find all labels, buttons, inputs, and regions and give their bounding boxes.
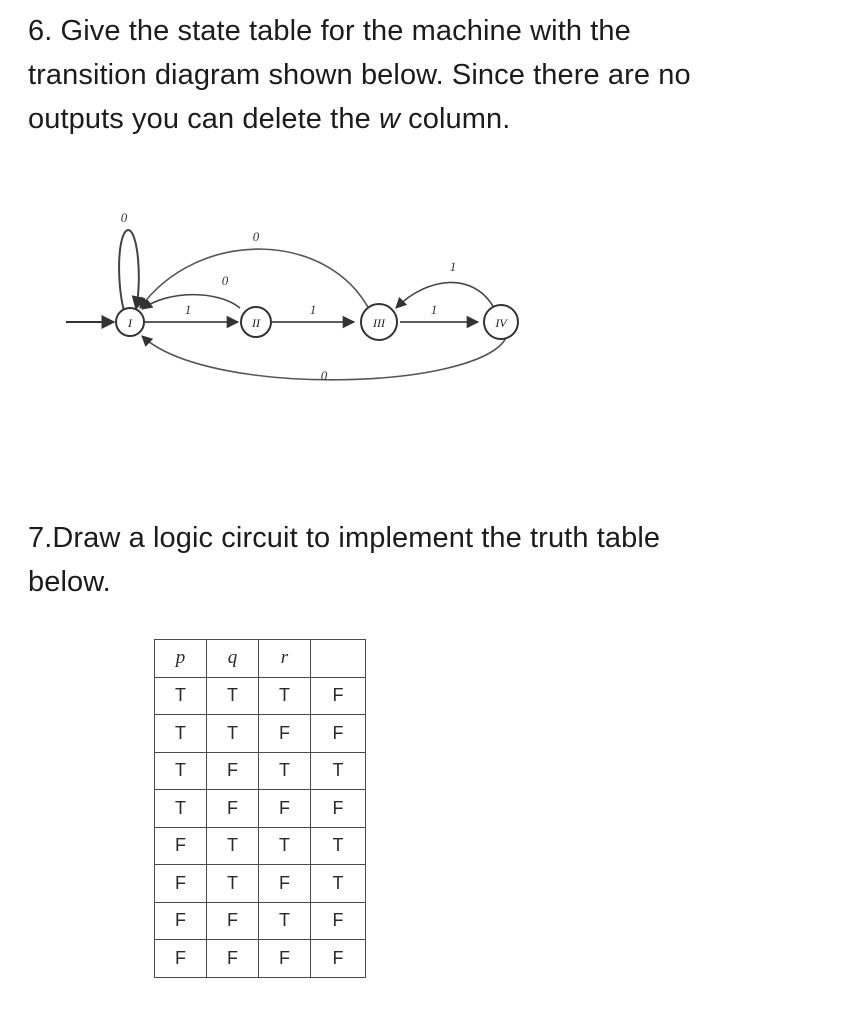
header-p: p (155, 640, 207, 678)
cell-r: F (259, 940, 311, 978)
cell-p: F (155, 940, 207, 978)
table-row (155, 865, 366, 903)
table-row (155, 902, 366, 940)
transition-diagram (58, 190, 548, 415)
question-6-line-1: 6. Give the state table for the machine with the (28, 15, 631, 47)
truth-table (154, 639, 366, 978)
label-self-loop-I: 0 (120, 210, 128, 225)
label-edge-III-IV: 1 (430, 302, 438, 317)
label-edge-I-II: 1 (184, 302, 192, 317)
cell-output: F (311, 902, 366, 940)
cell-q: T (207, 715, 259, 753)
cell-p: T (155, 790, 207, 828)
cell-p: T (155, 677, 207, 715)
w-variable: w (378, 103, 401, 135)
state-II (241, 307, 271, 337)
truth-table-header-row (155, 640, 366, 678)
cell-q: T (207, 865, 259, 903)
question-6 (28, 9, 818, 141)
question-6-line-3-end: column. (400, 103, 511, 135)
cell-r: T (259, 677, 311, 715)
cell-output: T (311, 752, 366, 790)
cell-q: T (207, 827, 259, 865)
label-edge-IV-I: 0 (320, 368, 328, 383)
cell-output: F (311, 677, 366, 715)
header-output (311, 640, 366, 678)
state-III (361, 304, 397, 340)
question-7-line-1: 7.Draw a logic circuit to implement the truth table (28, 522, 661, 554)
state-II-label: II (252, 316, 260, 330)
label-edge-II-I: 0 (221, 273, 229, 288)
header-r: r (259, 640, 311, 678)
cell-r: T (259, 827, 311, 865)
cell-q: F (207, 752, 259, 790)
state-I-label: I (128, 316, 132, 330)
table-row (155, 940, 366, 978)
table-row (155, 677, 366, 715)
cell-r: T (259, 752, 311, 790)
label-edge-III-I-top: 0 (252, 229, 260, 244)
cell-output: T (311, 827, 366, 865)
cell-q: F (207, 940, 259, 978)
cell-p: F (155, 827, 207, 865)
edge-IV-III (396, 282, 494, 308)
state-I (116, 308, 144, 336)
state-IV (484, 305, 518, 339)
table-row (155, 752, 366, 790)
cell-output: T (311, 865, 366, 903)
question-6-line-3-text: outputs you can delete the (28, 103, 379, 135)
table-row (155, 790, 366, 828)
cell-q: F (207, 902, 259, 940)
cell-r: F (259, 715, 311, 753)
header-q: q (207, 640, 259, 678)
cell-p: T (155, 752, 207, 790)
cell-p: F (155, 902, 207, 940)
table-row (155, 715, 366, 753)
table-row (155, 827, 366, 865)
cell-r: F (259, 790, 311, 828)
cell-r: T (259, 902, 311, 940)
question-7-line-2: below. (28, 566, 111, 598)
question-7 (28, 516, 818, 604)
cell-output: F (311, 940, 366, 978)
cell-output: F (311, 715, 366, 753)
question-6-line-3 (28, 97, 818, 141)
cell-r: F (259, 865, 311, 903)
cell-p: F (155, 865, 207, 903)
state-IV-label: IV (495, 316, 507, 330)
cell-output: F (311, 790, 366, 828)
label-edge-II-III: 1 (309, 302, 317, 317)
cell-p: T (155, 715, 207, 753)
question-6-line-2: transition diagram shown below. Since there are no (28, 59, 691, 91)
cell-q: T (207, 677, 259, 715)
state-III-label: III (373, 316, 385, 330)
edge-III-I-top (140, 249, 370, 311)
label-edge-IV-III: 1 (449, 259, 457, 274)
self-loop-I (119, 230, 139, 311)
cell-q: F (207, 790, 259, 828)
